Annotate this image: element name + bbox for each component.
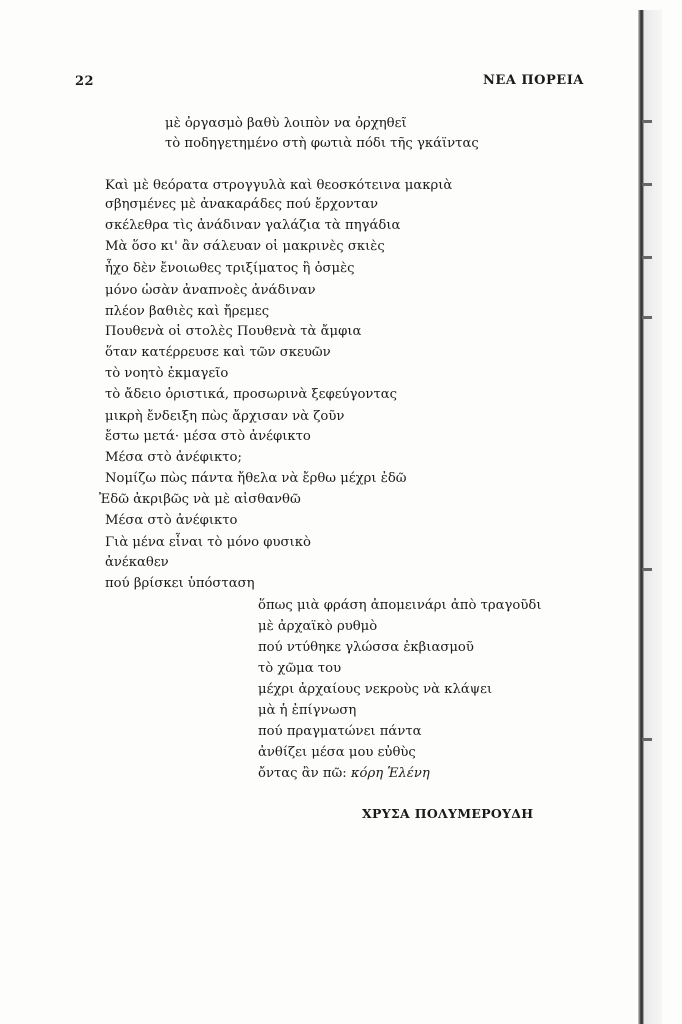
poem-line-prefix: ὄντας ἂν πῶ: xyxy=(258,766,351,781)
author-name: ΧΡΥΣΑ ΠΟΛΥΜΕΡΟΥΔΗ xyxy=(362,806,534,821)
poem-line: μέχρι ἀρχαίους νεκροὺς νὰ κλάψει xyxy=(258,682,493,697)
poem-line: Καὶ μὲ θεόρατα στρογγυλὰ καὶ θεοσκότεινα μακριὰ xyxy=(105,178,453,193)
poem-line: ὅταν κατέρρευσε καὶ τῶν σκευῶν xyxy=(105,345,331,360)
poem-line-italic: κόρη Ἑλένη xyxy=(350,766,430,781)
poem-line: τὸ ποδηγετημένο στὴ φωτιὰ πόδι τῆς γκάϊντας xyxy=(165,136,479,151)
edge-mark xyxy=(642,120,652,123)
poem-line: τὸ ἄδειο ὁριστικά, προσωρινὰ ξεφεύγοντας xyxy=(105,387,398,402)
poem-line: σβησμένες μὲ ἀνακαράδες πού ἔρχονταν xyxy=(105,197,378,212)
poem-line: τὸ χῶμα του xyxy=(258,661,342,676)
poem-line: ἀνέκαθεν xyxy=(105,555,169,570)
poem-line: ἔστω μετά· μέσα στὸ ἀνέφικτο xyxy=(105,429,311,444)
poem-line: πού πραγματώνει πάντα xyxy=(258,724,422,739)
page-number: 22 xyxy=(75,74,95,89)
poem-line: πού βρίσκει ὑπόσταση xyxy=(105,576,255,591)
edge-mark xyxy=(642,183,652,186)
edge-mark xyxy=(642,316,652,319)
poem-line: ἀνθίζει μέσα μου εὐθὺς xyxy=(258,745,416,760)
poem-line: τὸ νοητὸ ἐκμαγεῖο xyxy=(105,366,229,381)
poem-line: Ἐδῶ ἀκριβῶς νὰ μὲ αἰσθανθῶ xyxy=(99,492,301,507)
edge-mark xyxy=(642,738,652,741)
poem-line: μὰ ἡ ἐπίγνωση xyxy=(258,703,357,718)
poem-line: μὲ ὀργασμὸ βαθὺ λοιπὸν να ὀρχηθεῖ xyxy=(165,116,407,131)
poem-line: πλέον βαθιὲς καὶ ἤρεμες xyxy=(105,304,270,319)
poem-line: πού ντύθηκε γλώσσα ἐκβιασμοῦ xyxy=(258,640,474,655)
poem-line: Πουθενὰ οἱ στολὲς Πουθενὰ τὰ ἄμφια xyxy=(105,324,362,339)
poem-line: μόνο ὡσὰν ἀναπνοὲς ἀνάδιναν xyxy=(105,283,316,298)
book-spine-edge xyxy=(638,10,644,1024)
poem-line: Μέσα στὸ ἀνέφικτο; xyxy=(105,450,242,465)
poem-line: ὅπως μιὰ φράση ἀπομεινάρι ἀπὸ τραγοῦδι xyxy=(258,598,542,613)
page-edge-shadow xyxy=(644,10,662,1024)
poem-line: Γιὰ μένα εἶναι τὸ μόνο φυσικὸ xyxy=(105,535,311,550)
poem-line: μὲ ἀρχαϊκὸ ρυθμὸ xyxy=(258,619,378,634)
edge-mark xyxy=(642,256,652,259)
poem-line: Νομίζω πὼς πάντα ἤθελα νὰ ἔρθω μέχρι ἐδῶ xyxy=(105,471,407,486)
poem-line: σκέλεθρα τὶς ἀνάδιναν γαλάζια τὰ πηγάδια xyxy=(105,218,401,233)
journal-title: ΝΕΑ ΠΟΡΕΙΑ xyxy=(483,73,584,88)
poem-line: ἦχο δὲν ἔνοιωθες τριξίματος ἢ ὀσμὲς xyxy=(105,261,355,276)
poem-last-line xyxy=(258,767,430,780)
poem-line: Μὰ ὅσο κι' ἂν σάλευαν οἱ μακρινὲς σκιὲς xyxy=(105,239,385,254)
poem-line: μικρὴ ἔνδειξη πὼς ἄρχισαν νὰ ζοῦν xyxy=(105,409,345,424)
poem-line: Μέσα στὸ ἀνέφικτο xyxy=(105,513,238,528)
edge-mark xyxy=(642,568,652,571)
